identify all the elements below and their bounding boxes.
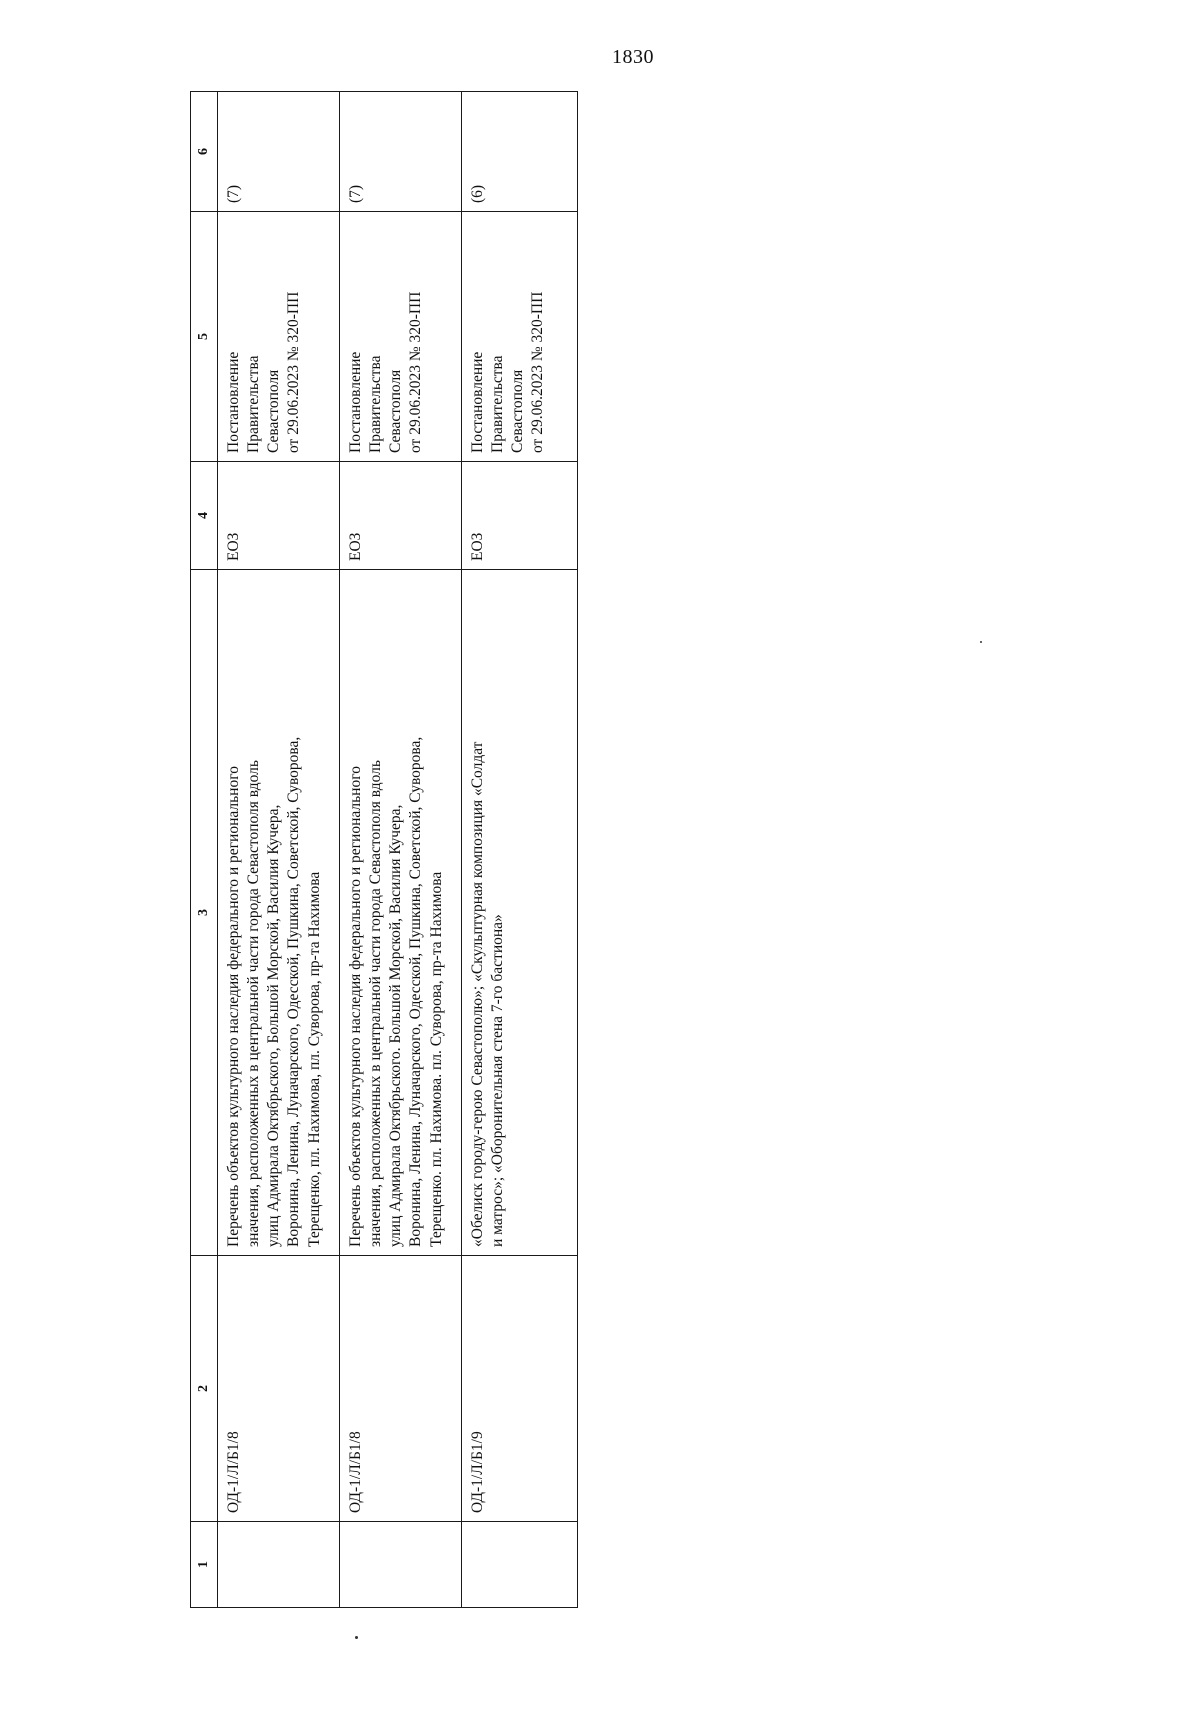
row-number-cell: [340, 1522, 462, 1608]
row-number-cell: [462, 1522, 578, 1608]
zone-type-cell: ЕОЗ: [462, 462, 578, 570]
table-row: [340, 92, 462, 1608]
page-number: 1830: [612, 46, 654, 68]
column-header-5: 5: [191, 212, 218, 462]
legal-act-cell: Постановление Правительства Севастополя от 29.06.2023 № 320-ПП: [462, 212, 578, 462]
scan-speck: [980, 641, 982, 643]
note-cell: (7): [218, 92, 340, 212]
scan-speck: [355, 1636, 358, 1639]
object-description-cell: Перечень объектов культурного наследия федерального и регионального значения, расположенных в центральной части города Севастополя вдоль улиц Адмирала Октябрьского, Большой Морской, Василия Кучера, Воронина, Ленина, Луначарского, Одесской, Пушкина, Советской, Суворова, Терещенко, пл. Нахимова, пл. Суворова, пр-та Нахимова: [218, 570, 340, 1256]
rotated-table-frame: [190, 92, 578, 1608]
row-number-cell: [218, 1522, 340, 1608]
column-header-2: 2: [191, 1256, 218, 1522]
table-row: [462, 92, 578, 1608]
column-header-1: 1: [191, 1522, 218, 1608]
table-row: [218, 92, 340, 1608]
column-header-3: 3: [191, 570, 218, 1256]
zone-type-cell: ЕОЗ: [340, 462, 462, 570]
zone-code-cell: ОД-1/Л/Б1/8: [340, 1256, 462, 1522]
zone-code-cell: ОД-1/Л/Б1/9: [462, 1256, 578, 1522]
legal-act-cell: Постановление Правительства Севастополя от 29.06.2023 № 320-ПП: [340, 212, 462, 462]
document-table: [190, 91, 578, 1608]
table-header-row: [191, 92, 218, 1608]
object-description-cell: Перечень объектов культурного наследия федерального и регионального значения, расположенных в центральной части города Севастополя вдоль улиц Адмирала Октябрьского. Большой Морской, Василия Кучера, Воронина, Ленина, Луначарского, Одесской, Пушкина, Советской, Суворова, Терещенко. пл. Нахимова. пл. Суворова, пр-та Нахимова: [340, 570, 462, 1256]
column-header-4: 4: [191, 462, 218, 570]
column-header-6: 6: [191, 92, 218, 212]
legal-act-cell: Постановление Правительства Севастополя от 29.06.2023 № 320-ПП: [218, 212, 340, 462]
object-description-cell: «Обелиск городу-герою Севастополю»; «Скульптурная композиция «Солдат и матрос»; «Оборонительная стена 7-го бастиона»: [462, 570, 578, 1256]
zone-code-cell: ОД-1/Л/Б1/8: [218, 1256, 340, 1522]
note-cell: (7): [340, 92, 462, 212]
zone-type-cell: ЕОЗ: [218, 462, 340, 570]
note-cell: (6): [462, 92, 578, 212]
table-container: [190, 92, 578, 1608]
